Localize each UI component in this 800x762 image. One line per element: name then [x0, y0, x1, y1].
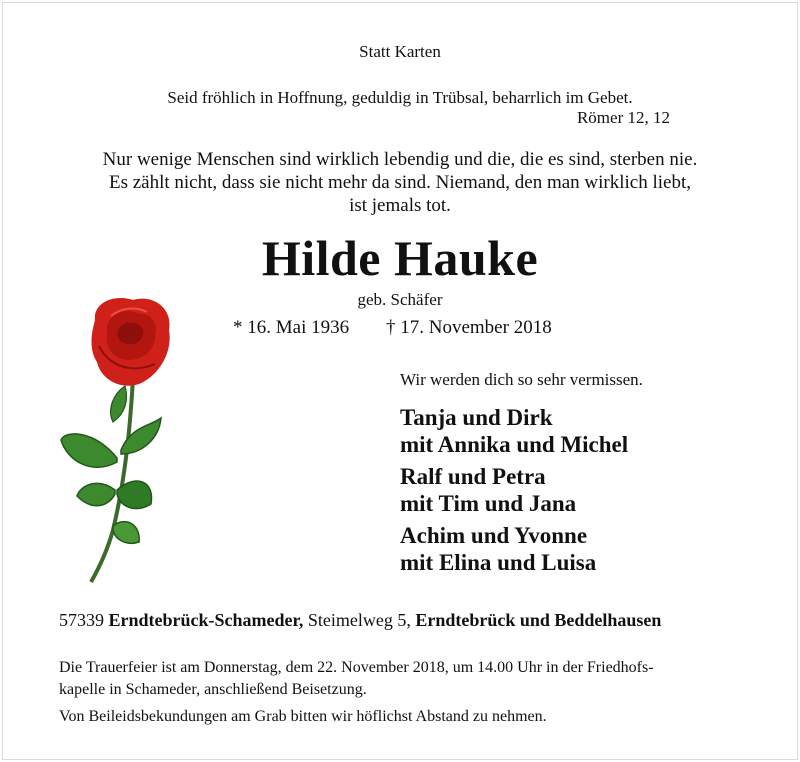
other-towns: Erndtebrück und Beddelhausen [415, 610, 662, 630]
leaf-left-top [61, 434, 117, 467]
family-group-2-line-1: Ralf und Petra [400, 464, 546, 489]
town-name: Erndtebrück-Schameder, [108, 610, 304, 630]
birth-date: * 16. Mai 1936 [233, 317, 350, 338]
quote-line-2: Es zählt nicht, dass sie nicht mehr da sind. Niemand, den man wirklich liebt, [108, 172, 691, 193]
quote-line-1: Nur wenige Menschen sind wirklich lebendig und die, die es sind, sterben nie. [102, 149, 698, 170]
family-group-3-line-2: mit Elina und Luisa [400, 550, 597, 575]
mourners-intro: Wir werden dich so sehr vermissen. [400, 370, 643, 389]
family-group-3-line-1: Achim und Yvonne [400, 523, 588, 548]
leaf-left-mid [77, 483, 115, 505]
death-date: † 17. November 2018 [386, 317, 552, 338]
statt-karten: Statt Karten [359, 42, 441, 61]
family-group-2-line-2: mit Tim und Jana [400, 491, 577, 516]
street-address: Steimelweg 5, [307, 610, 411, 630]
deceased-name: Hilde Hauke [261, 230, 539, 286]
leaf-bottom [113, 522, 139, 544]
funeral-info-line-1: Die Trauerfeier ist am Donnerstag, dem 22. November 2018, um 14.00 Uhr in der Friedhofs- [59, 659, 654, 676]
address-line [59, 610, 661, 631]
family-group-1-line-1: Tanja und Dirk [400, 405, 553, 430]
condolence-note: Von Beileidsbekundungen am Grab bitten wir höflichst Abstand zu nehmen. [59, 708, 547, 725]
leaf-right-mid [117, 481, 152, 508]
sepal [111, 386, 127, 422]
birth-name: geb. Schäfer [357, 290, 443, 309]
quote-line-3: ist jemals tot. [349, 195, 451, 216]
rose-image [55, 290, 185, 585]
verse-reference: Römer 12, 12 [576, 108, 670, 127]
bible-verse: Seid fröhlich in Hoffnung, geduldig in Trübsal, beharrlich im Gebet. [167, 88, 633, 107]
family-group-1-line-2: mit Annika und Michel [400, 432, 629, 457]
funeral-info-line-2: kapelle in Schameder, anschließend Beisetzung. [59, 681, 367, 698]
postal-code: 57339 [59, 610, 104, 630]
